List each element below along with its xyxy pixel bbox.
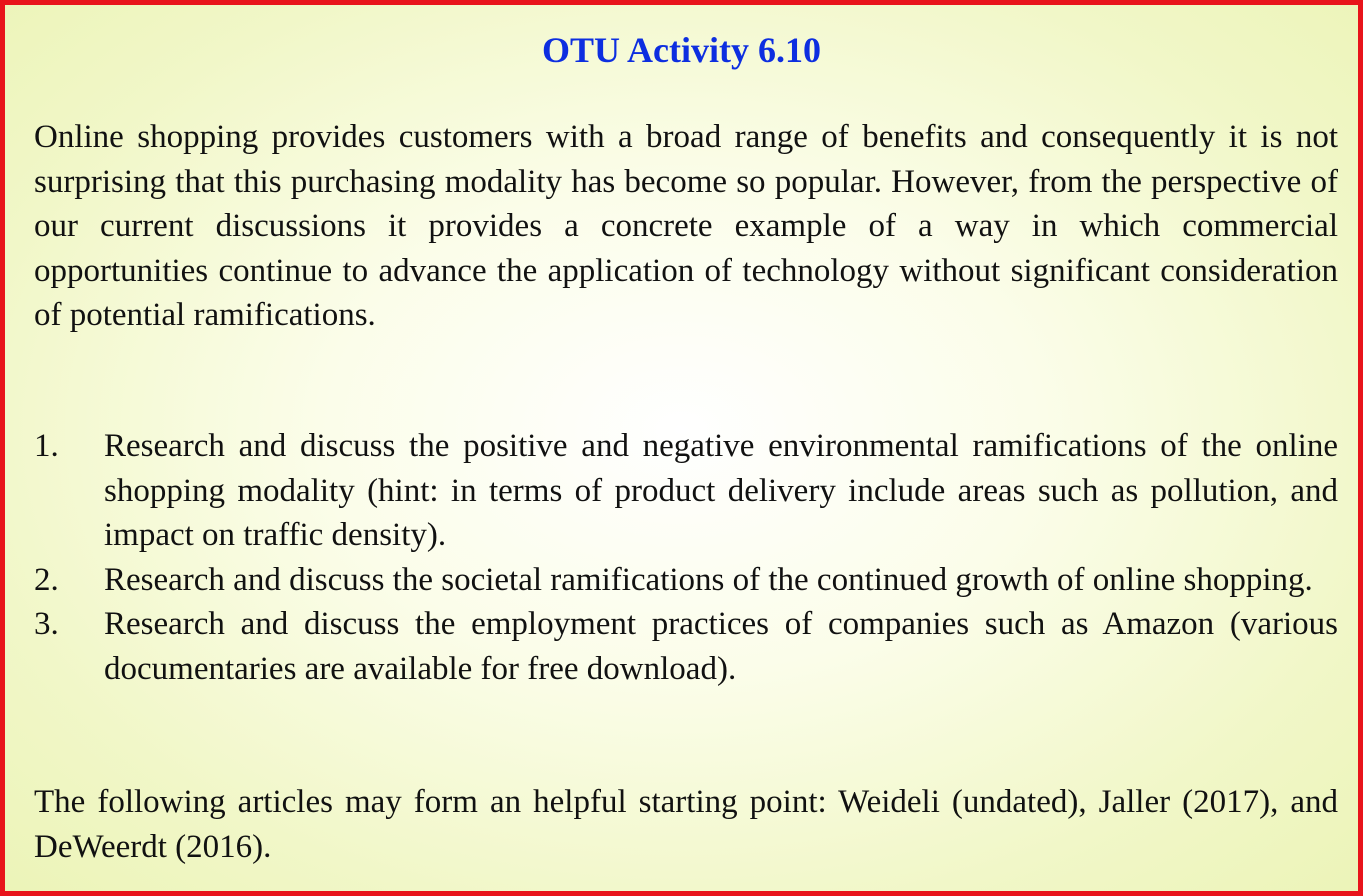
task-text: Research and discuss the employment practices of companies such as Amazon (various documentaries are available for free download). xyxy=(104,606,1338,687)
task-number: 1. xyxy=(34,428,59,464)
activity-title: OTU Activity 6.10 xyxy=(542,30,821,70)
task-list xyxy=(34,424,1338,691)
intro-paragraph: Online shopping provides customers with a broad range of benefits and consequently it is not surprising that this purchasing modality has become so popular. However, from the perspective of our current discussions it provides a concrete example of a way in which commercial opportunities continue to advance the application of technology without significant consideration of potential ramifications. xyxy=(34,119,1338,333)
task-item-1 xyxy=(34,424,1338,558)
task-text: Research and discuss the societal ramifications of the continued growth of online shopping. xyxy=(104,561,1313,598)
task-number: 3. xyxy=(34,606,59,642)
task-item-3 xyxy=(34,602,1338,691)
task-text: Research and discuss the positive and negative environmental ramifications of the online shopping modality (hint: in terms of product delivery include areas such as pollution, and impact on traffic density). xyxy=(104,428,1338,553)
closing-paragraph: The following articles may form an helpful starting point: Weideli (undated), Jaller (2017), and DeWeerdt (2016). xyxy=(34,784,1338,865)
task-number: 2. xyxy=(34,561,59,598)
task-item-2 xyxy=(34,558,1338,603)
